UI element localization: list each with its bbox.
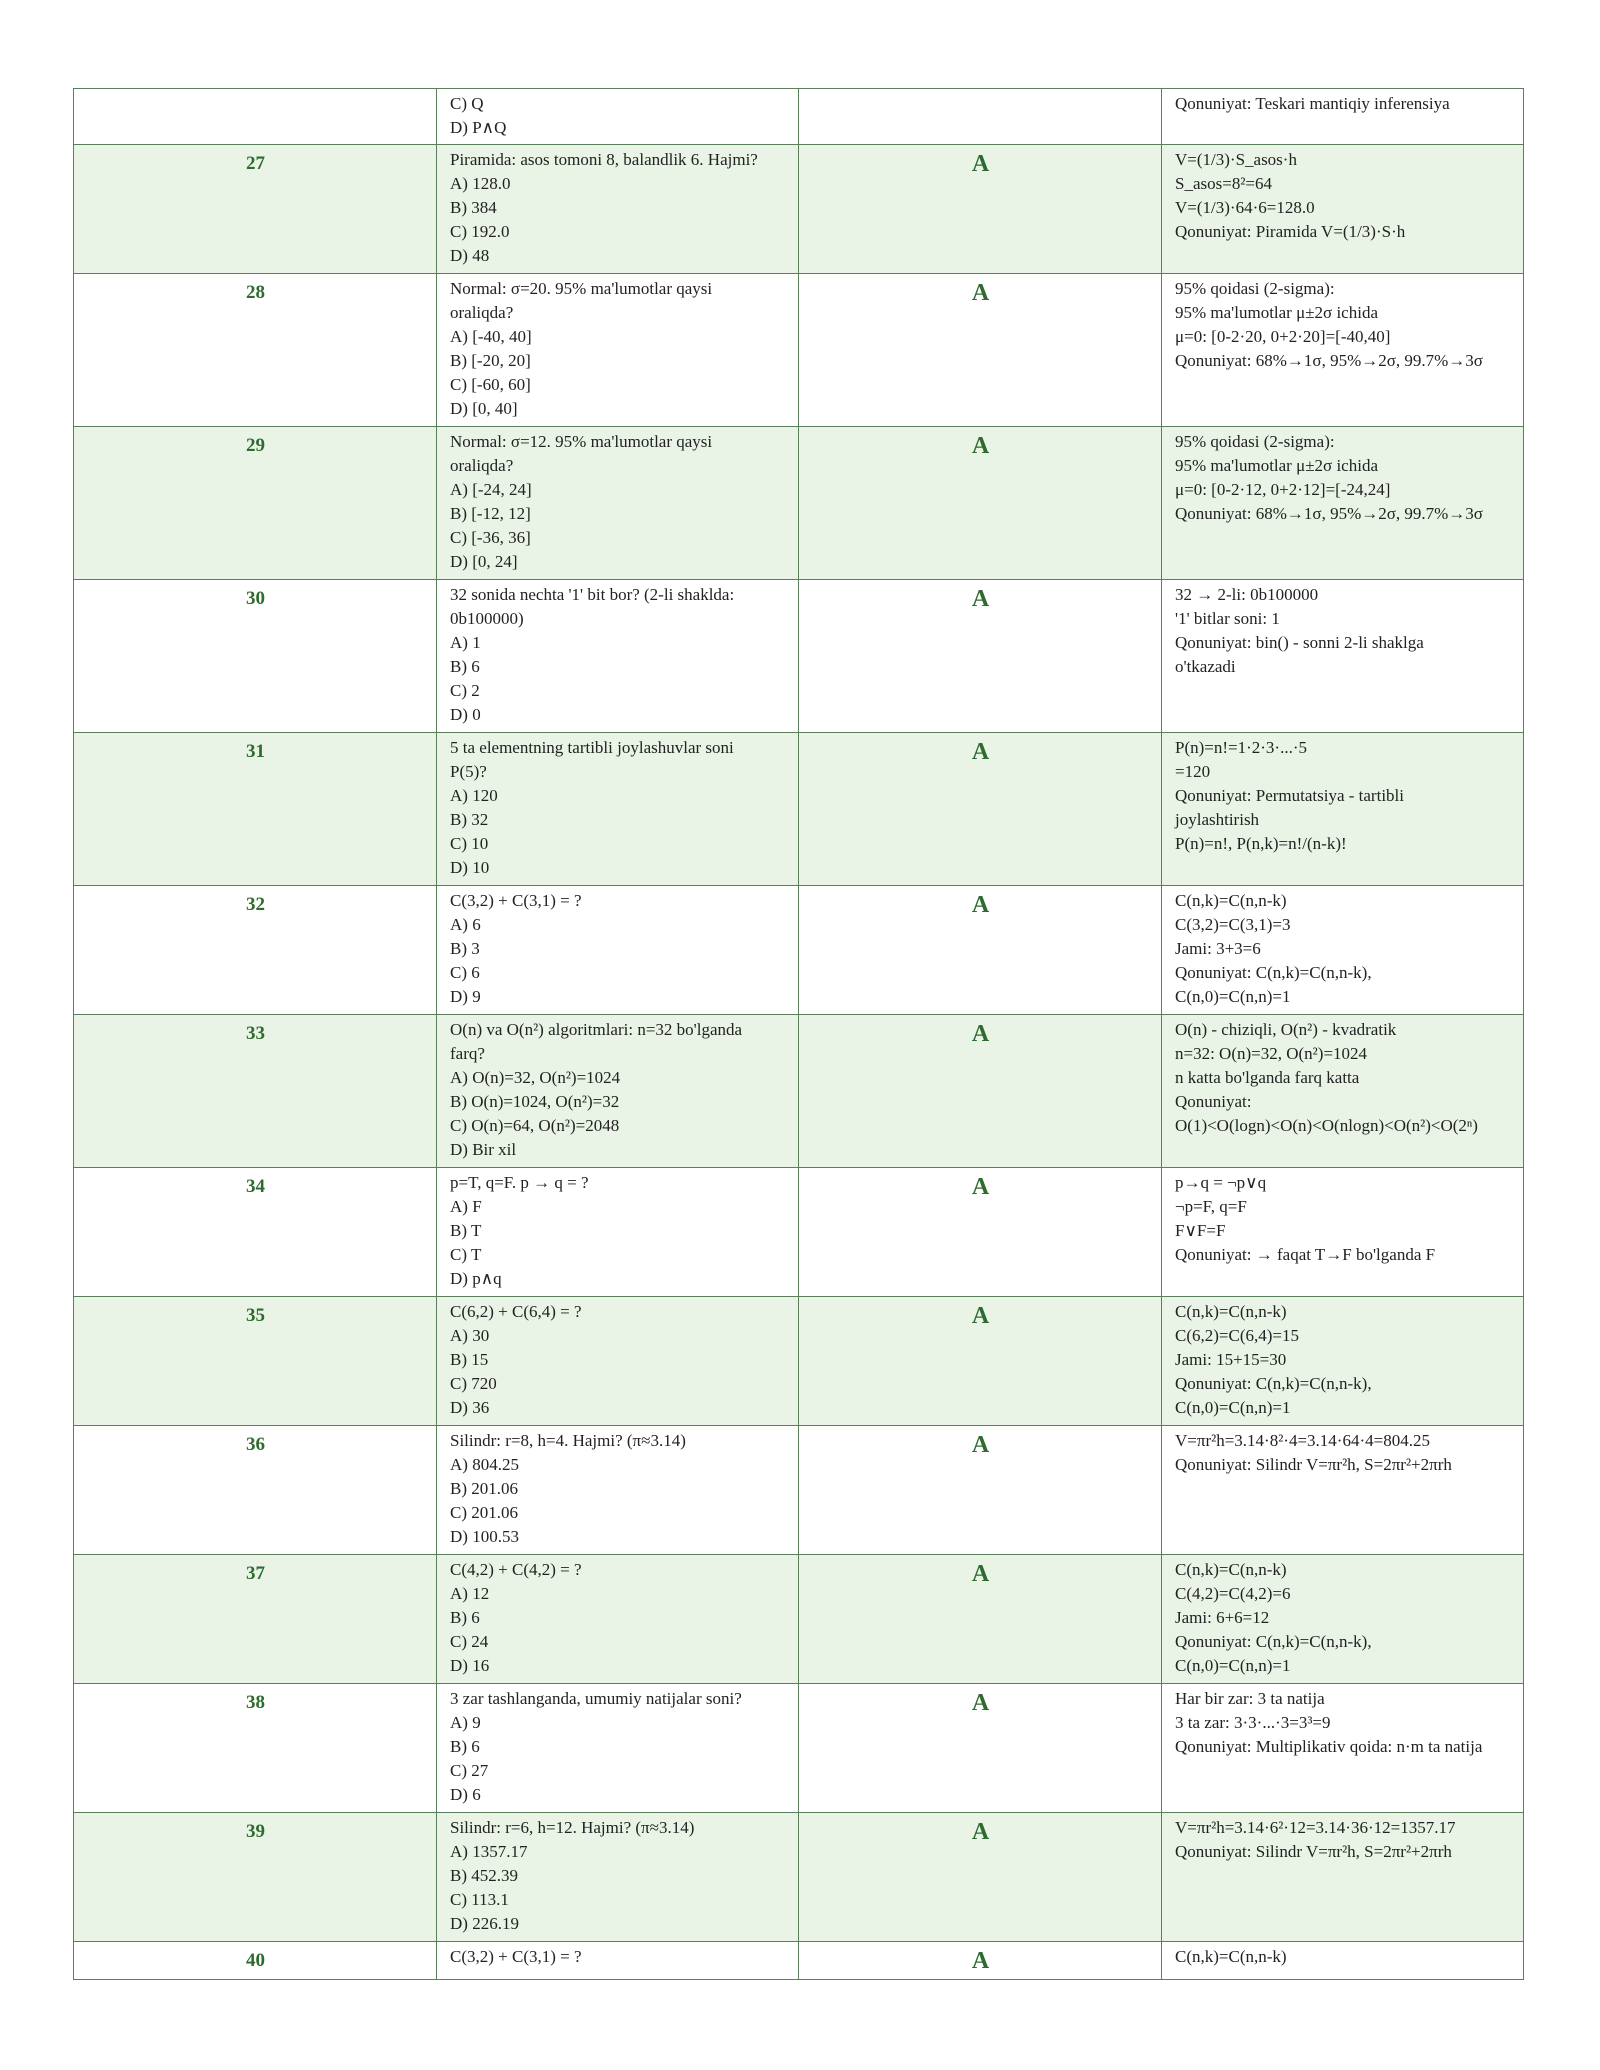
explanation-line: Qonuniyat: Silindr V=πr²h, S=2πr²+2πrh xyxy=(1175,1455,1452,1474)
explanation-cell xyxy=(1162,580,1524,733)
question-number: 30 xyxy=(246,588,265,609)
question-number: 29 xyxy=(246,435,265,456)
question-line: Silindr: r=6, h=12. Hajmi? (π≈3.14) xyxy=(450,1818,695,1837)
question-line: D) 36 xyxy=(450,1398,490,1417)
table-body xyxy=(74,89,1524,1980)
explanation-line: V=(1/3)·64·6=128.0 xyxy=(1175,198,1315,217)
question-line: D) 9 xyxy=(450,987,481,1006)
question-line: A) [-40, 40] xyxy=(450,327,532,346)
question-cell xyxy=(437,886,799,1015)
answer-cell xyxy=(799,1297,1162,1426)
question-line: C) 10 xyxy=(450,834,489,853)
table-row xyxy=(74,733,1524,886)
question-line: C(3,2) + C(3,1) = ? xyxy=(450,1947,582,1966)
explanation-cell xyxy=(1162,733,1524,886)
explanation-line: ¬p=F, q=F xyxy=(1175,1197,1247,1216)
explanation-line: μ=0: [0-2·12, 0+2·12]=[-24,24] xyxy=(1175,480,1391,499)
question-number-cell xyxy=(74,1168,437,1297)
explanation-line: S_asos=8²=64 xyxy=(1175,174,1273,193)
question-line: A) 120 xyxy=(450,786,498,805)
question-line: 0b100000) xyxy=(450,609,524,628)
explanation-cell xyxy=(1162,886,1524,1015)
answer-cell xyxy=(799,274,1162,427)
question-line: D) 226.19 xyxy=(450,1914,519,1933)
question-line: oraliqda? xyxy=(450,456,514,475)
question-number: 37 xyxy=(246,1563,265,1584)
question-cell xyxy=(437,580,799,733)
question-line: D) [0, 40] xyxy=(450,399,518,418)
question-line: B) 6 xyxy=(450,657,480,676)
question-line: A) 1357.17 xyxy=(450,1842,528,1861)
question-line: B) 384 xyxy=(450,198,497,217)
question-number: 31 xyxy=(246,741,265,762)
question-number: 34 xyxy=(246,1176,265,1197)
continuation-question-cell xyxy=(437,89,799,145)
explanation-cell xyxy=(1162,1813,1524,1942)
question-line: A) 1 xyxy=(450,633,481,652)
question-line: C) 2 xyxy=(450,681,480,700)
question-line: D) Bir xil xyxy=(450,1140,517,1159)
correct-answer: A xyxy=(971,151,990,177)
explanation-line: o'tkazadi xyxy=(1175,657,1236,676)
question-line: D) P∧Q xyxy=(450,118,507,137)
question-number: 38 xyxy=(246,1692,265,1713)
explanation-line: Qonuniyat: xyxy=(1175,1092,1252,1111)
explanation-line: p→q = ¬p∨q xyxy=(1175,1173,1267,1192)
question-line: C(4,2) + C(4,2) = ? xyxy=(450,1560,582,1579)
answer-cell xyxy=(799,145,1162,274)
table-row xyxy=(74,1813,1524,1942)
question-line: Silindr: r=8, h=4. Hajmi? (π≈3.14) xyxy=(450,1431,686,1450)
question-line: A) O(n)=32, O(n²)=1024 xyxy=(450,1068,621,1087)
question-number-cell xyxy=(74,1942,437,1980)
answer-key-table xyxy=(73,88,1524,1980)
question-line: C) 24 xyxy=(450,1632,489,1651)
table-row xyxy=(74,1297,1524,1426)
explanation-line: '1' bitlar soni: 1 xyxy=(1175,609,1280,628)
explanation-line: P(n)=n!, P(n,k)=n!/(n-k)! xyxy=(1175,834,1347,853)
answer-cell xyxy=(799,886,1162,1015)
question-line: D) 0 xyxy=(450,705,481,724)
question-cell xyxy=(437,145,799,274)
correct-answer: A xyxy=(971,892,990,918)
table-row xyxy=(74,1684,1524,1813)
answer-cell xyxy=(799,1015,1162,1168)
question-line: C) T xyxy=(450,1245,482,1264)
question-line: Normal: σ=20. 95% ma'lumotlar qaysi xyxy=(450,279,713,298)
question-line: B) O(n)=1024, O(n²)=32 xyxy=(450,1092,620,1111)
question-line: B) [-12, 12] xyxy=(450,504,531,523)
answer-cell xyxy=(799,1684,1162,1813)
explanation-line: C(n,k)=C(n,n-k) xyxy=(1175,1302,1287,1321)
explanation-line: Qonuniyat: C(n,k)=C(n,n-k), xyxy=(1175,1374,1372,1393)
explanation-line: C(n,0)=C(n,n)=1 xyxy=(1175,1656,1291,1675)
explanation-line: C(n,k)=C(n,n-k) xyxy=(1175,1560,1287,1579)
question-number: 32 xyxy=(246,894,265,915)
explanation-line: 32 → 2-li: 0b100000 xyxy=(1175,585,1319,604)
question-line: 32 sonida nechta '1' bit bor? (2-li shaklda: xyxy=(450,585,735,604)
table-row xyxy=(74,886,1524,1015)
correct-answer: A xyxy=(971,1174,990,1200)
continuation-answer-cell xyxy=(799,89,1162,145)
explanation-line: V=(1/3)·S_asos·h xyxy=(1175,150,1297,169)
explanation-cell xyxy=(1162,1015,1524,1168)
question-line: C) Q xyxy=(450,94,484,113)
correct-answer: A xyxy=(971,739,990,765)
explanation-cell xyxy=(1162,1684,1524,1813)
question-cell xyxy=(437,1297,799,1426)
question-number-cell xyxy=(74,580,437,733)
question-line: B) 32 xyxy=(450,810,489,829)
question-cell xyxy=(437,733,799,886)
explanation-line: Har bir zar: 3 ta natija xyxy=(1175,1689,1325,1708)
question-number: 33 xyxy=(246,1023,265,1044)
explanation-line: Qonuniyat: 68%→1σ, 95%→2σ, 99.7%→3σ xyxy=(1175,504,1483,523)
continuation-explanation-cell xyxy=(1162,89,1524,145)
question-line: B) 15 xyxy=(450,1350,489,1369)
explanation-line: C(6,2)=C(6,4)=15 xyxy=(1175,1326,1299,1345)
explanation-cell xyxy=(1162,1168,1524,1297)
explanation-cell xyxy=(1162,1297,1524,1426)
question-line: P(5)? xyxy=(450,762,487,781)
question-line: D) [0, 24] xyxy=(450,552,518,571)
explanation-line: Qonuniyat: C(n,k)=C(n,n-k), xyxy=(1175,1632,1372,1651)
explanation-line: Qonuniyat: C(n,k)=C(n,n-k), xyxy=(1175,963,1372,982)
explanation-line: P(n)=n!=1·2·3·...·5 xyxy=(1175,738,1308,757)
question-line: B) T xyxy=(450,1221,482,1240)
question-line: A) 9 xyxy=(450,1713,481,1732)
table-row xyxy=(74,580,1524,733)
question-cell xyxy=(437,1426,799,1555)
explanation-line: μ=0: [0-2·20, 0+2·20]=[-40,40] xyxy=(1175,327,1391,346)
correct-answer: A xyxy=(971,1021,990,1047)
question-line: A) 30 xyxy=(450,1326,490,1345)
continuation-number-cell xyxy=(74,89,437,145)
explanation-line: C(n,0)=C(n,n)=1 xyxy=(1175,1398,1291,1417)
question-number-cell xyxy=(74,1015,437,1168)
answer-cell xyxy=(799,1813,1162,1942)
explanation-cell xyxy=(1162,274,1524,427)
question-line: C(3,2) + C(3,1) = ? xyxy=(450,891,582,910)
explanation-line: 95% qoidasi (2-sigma): xyxy=(1175,432,1335,451)
question-number-cell xyxy=(74,733,437,886)
question-line: Normal: σ=12. 95% ma'lumotlar qaysi xyxy=(450,432,713,451)
question-line: C) 27 xyxy=(450,1761,489,1780)
explanation-line: C(3,2)=C(3,1)=3 xyxy=(1175,915,1291,934)
question-line: A) 128.0 xyxy=(450,174,511,193)
question-line: farq? xyxy=(450,1044,485,1063)
explanation-line: n=32: O(n)=32, O(n²)=1024 xyxy=(1175,1044,1368,1063)
question-line: C(6,2) + C(6,4) = ? xyxy=(450,1302,582,1321)
explanation-line: Qonuniyat: Silindr V=πr²h, S=2πr²+2πrh xyxy=(1175,1842,1452,1861)
question-line: oraliqda? xyxy=(450,303,514,322)
question-line: O(n) va O(n²) algoritmlari: n=32 bo'lganda xyxy=(450,1020,743,1039)
question-line: D) 6 xyxy=(450,1785,481,1804)
question-line: C) 201.06 xyxy=(450,1503,518,1522)
question-number-cell xyxy=(74,1684,437,1813)
explanation-line: F∨F=F xyxy=(1175,1221,1226,1240)
question-number-cell xyxy=(74,1297,437,1426)
question-line: C) 192.0 xyxy=(450,222,510,241)
question-number: 35 xyxy=(246,1305,265,1326)
explanation-cell xyxy=(1162,427,1524,580)
explanation-line: C(n,k)=C(n,n-k) xyxy=(1175,1947,1287,1966)
correct-answer: A xyxy=(971,1303,990,1329)
question-line: C) O(n)=64, O(n²)=2048 xyxy=(450,1116,620,1135)
answer-cell xyxy=(799,733,1162,886)
question-number-cell xyxy=(74,1426,437,1555)
question-line: A) 12 xyxy=(450,1584,490,1603)
answer-cell xyxy=(799,427,1162,580)
table-row xyxy=(74,145,1524,274)
question-line: D) 10 xyxy=(450,858,490,877)
question-number: 39 xyxy=(246,1821,265,1842)
explanation-line: Qonuniyat: Permutatsiya - tartibli xyxy=(1175,786,1404,805)
question-number: 27 xyxy=(246,153,265,174)
explanation-line: joylashtirish xyxy=(1175,810,1260,829)
explanation-line: Jami: 6+6=12 xyxy=(1175,1608,1270,1627)
explanation-line: C(4,2)=C(4,2)=6 xyxy=(1175,1584,1291,1603)
question-line: B) 201.06 xyxy=(450,1479,518,1498)
explanation-cell xyxy=(1162,1555,1524,1684)
explanation-line: Qonuniyat: → faqat T→F bo'lganda F xyxy=(1175,1245,1436,1264)
correct-answer: A xyxy=(971,586,990,612)
explanation-line: Qonuniyat: Multiplikativ qoida: n·m ta natija xyxy=(1175,1737,1483,1756)
question-number-cell xyxy=(74,427,437,580)
explanation-line: =120 xyxy=(1175,762,1211,781)
question-number-cell xyxy=(74,145,437,274)
explanation-cell xyxy=(1162,1426,1524,1555)
question-line: B) 6 xyxy=(450,1608,480,1627)
explanation-line: 95% ma'lumotlar μ±2σ ichida xyxy=(1175,303,1378,322)
explanation-cell xyxy=(1162,1942,1524,1980)
question-cell xyxy=(437,1684,799,1813)
answer-cell xyxy=(799,580,1162,733)
question-cell xyxy=(437,1168,799,1297)
explanation-line: Qonuniyat: Piramida V=(1/3)·S·h xyxy=(1175,222,1406,241)
question-line: C) 113.1 xyxy=(450,1890,509,1909)
question-number: 28 xyxy=(246,282,265,303)
explanation-line: C(n,0)=C(n,n)=1 xyxy=(1175,987,1291,1006)
question-cell xyxy=(437,1813,799,1942)
explanation-cell xyxy=(1162,145,1524,274)
question-line: D) p∧q xyxy=(450,1269,502,1288)
question-line: C) 6 xyxy=(450,963,480,982)
explanation-line: n katta bo'lganda farq katta xyxy=(1175,1068,1360,1087)
correct-answer: A xyxy=(971,1690,990,1716)
correct-answer: A xyxy=(971,280,990,306)
answer-cell xyxy=(799,1555,1162,1684)
answer-cell xyxy=(799,1168,1162,1297)
explanation-line: V=πr²h=3.14·8²·4=3.14·64·4=804.25 xyxy=(1175,1431,1430,1450)
table-row xyxy=(74,1942,1524,1980)
question-cell xyxy=(437,1015,799,1168)
question-line: 3 zar tashlanganda, umumiy natijalar soni? xyxy=(450,1689,742,1708)
question-line: D) 16 xyxy=(450,1656,490,1675)
correct-answer: A xyxy=(971,433,990,459)
answer-cell xyxy=(799,1426,1162,1555)
correct-answer: A xyxy=(971,1561,990,1587)
question-number-cell xyxy=(74,1555,437,1684)
table-row xyxy=(74,1015,1524,1168)
question-line: C) 720 xyxy=(450,1374,497,1393)
question-number-cell xyxy=(74,274,437,427)
explanation-line: Qonuniyat: bin() - sonni 2-li shaklga xyxy=(1175,633,1424,652)
question-cell xyxy=(437,1942,799,1980)
question-line: C) [-36, 36] xyxy=(450,528,531,547)
explanation-line: O(1)<O(logn)<O(n)<O(nlogn)<O(n²)<O(2ⁿ) xyxy=(1175,1116,1478,1135)
table-row xyxy=(74,1168,1524,1297)
continuation-row xyxy=(74,89,1524,145)
question-line: B) 3 xyxy=(450,939,480,958)
explanation-line: 95% ma'lumotlar μ±2σ ichida xyxy=(1175,456,1378,475)
table-row xyxy=(74,1555,1524,1684)
question-cell xyxy=(437,1555,799,1684)
question-line: D) 100.53 xyxy=(450,1527,519,1546)
explanation-line: V=πr²h=3.14·6²·12=3.14·36·12=1357.17 xyxy=(1175,1818,1456,1837)
question-line: A) 804.25 xyxy=(450,1455,519,1474)
question-number: 36 xyxy=(246,1434,265,1455)
question-cell xyxy=(437,274,799,427)
explanation-line: Qonuniyat: Teskari mantiqiy inferensiya xyxy=(1175,94,1450,113)
question-line: A) 6 xyxy=(450,915,481,934)
question-number-cell xyxy=(74,1813,437,1942)
explanation-line: Qonuniyat: 68%→1σ, 95%→2σ, 99.7%→3σ xyxy=(1175,351,1483,370)
table-row xyxy=(74,1426,1524,1555)
question-line: B) [-20, 20] xyxy=(450,351,531,370)
correct-answer: A xyxy=(971,1948,990,1974)
explanation-line: Jami: 3+3=6 xyxy=(1175,939,1261,958)
question-number-cell xyxy=(74,886,437,1015)
question-line: A) [-24, 24] xyxy=(450,480,532,499)
explanation-line: Jami: 15+15=30 xyxy=(1175,1350,1287,1369)
correct-answer: A xyxy=(971,1819,990,1845)
question-line: p=T, q=F. p → q = ? xyxy=(450,1173,589,1192)
explanation-line: 95% qoidasi (2-sigma): xyxy=(1175,279,1335,298)
explanation-line: O(n) - chiziqli, O(n²) - kvadratik xyxy=(1175,1020,1397,1039)
answer-cell xyxy=(799,1942,1162,1980)
question-line: A) F xyxy=(450,1197,482,1216)
question-cell xyxy=(437,427,799,580)
correct-answer: A xyxy=(971,1432,990,1458)
question-line: B) 6 xyxy=(450,1737,480,1756)
question-line: B) 452.39 xyxy=(450,1866,518,1885)
explanation-line: C(n,k)=C(n,n-k) xyxy=(1175,891,1287,910)
question-line: D) 48 xyxy=(450,246,490,265)
table-row xyxy=(74,274,1524,427)
explanation-line: 3 ta zar: 3·3·...·3=3³=9 xyxy=(1175,1713,1331,1732)
table-row xyxy=(74,427,1524,580)
question-line: Piramida: asos tomoni 8, balandlik 6. Hajmi? xyxy=(450,150,758,169)
question-line: 5 ta elementning tartibli joylashuvlar soni xyxy=(450,738,734,757)
question-line: C) [-60, 60] xyxy=(450,375,531,394)
question-number: 40 xyxy=(246,1950,265,1971)
